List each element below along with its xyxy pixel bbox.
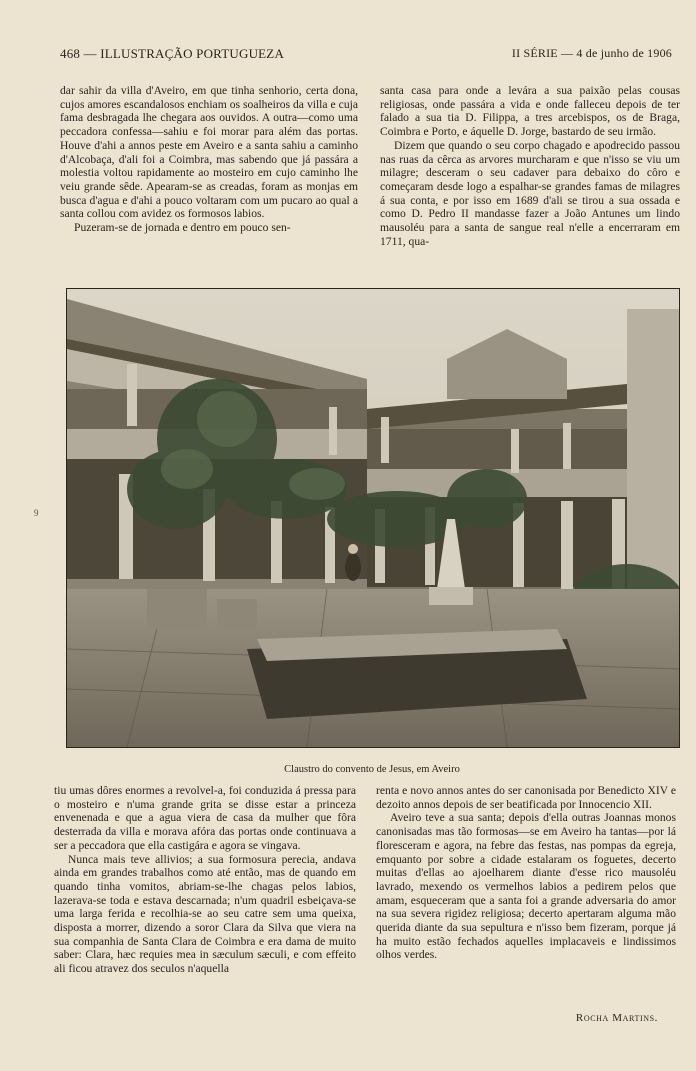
paragraph: tiu umas dôres enormes a revolvel-a, foi conduzida á pressa para o mosteiro e n'uma grande grita se disse estar a princeza envenenada e que a agua viera de casa da mulher que fôra desterrada da villa e morava afóra das portas onde continuava a ser a peccadora que ella castigára e agora se vingava. xyxy=(54,784,356,852)
article-column-bottom-right xyxy=(376,784,676,962)
paragraph: Nunca mais teve allivios; a sua formosura perecia, andava ainda em grandes trabalhos como até então, mas de quando em quando tinha vomitos, abriam-se-lhe chagas pelos labios, lazerava-se toda e estava descarnada; n'um quadril esbeiçava-se uma larga ferida e recolhia-se ao seu catre sem uma queixa, disposta a morrer, dizendo a soror Clara da Silva que viera na sua companhia de Santa Clara de Coimbra e era dama de muito saber: Clara, hæc requies mea in sæculum sæculi, e com effeito ali ficou atravez dos seculos n'aquella xyxy=(54,852,356,976)
paragraph: dar sahir da villa d'Aveiro, em que tinha senhorio, certa dona, cujos amores escandalosos enchiam os soalheiros da villa e cuja fama desbragada lhe chegara aos ouvidos. A outra—como uma peccadora confessa—sahiu e foi morar para além das portas. Houve d'ahi a annos peste em Aveiro e a santa sahiu a caminho d'Alcobaça, d'ali foi a Coimbra, mas sabendo que já passára a molestia voltou rapidamente ao mosteiro em cujo caminho lhe veiu grande sêde. Apearam-se as creadas, foram as monjas em busca d'agua e d'ahi a pouco voltaram com um pucaro ao qual a santa collou com avidez os formosos labios. xyxy=(60,84,358,221)
paragraph: Dizem que quando o seu corpo chagado e apodrecido passou nas ruas da cêrca as arvores murcharam e que n'isso se viu um milagre; desceram o seu cadaver para debaixo do côro e começaram desde logo a espalhar-se grandes famas de milagres á sua conta, e por isso em 1689 d'ali se tirou a sua ossada e como D. Pedro II mandasse fazer a João Antunes um lindo mausoléu para a santa de sangue real n'elle a encerraram em 1711, qua- xyxy=(380,138,680,248)
page-header xyxy=(60,46,672,66)
paragraph: Puzeram-se de jornada e dentro em pouco sen- xyxy=(74,221,291,235)
header-page-title: 468 — ILLUSTRAÇÃO PORTUGUEZA xyxy=(60,46,285,61)
cloister-illustration xyxy=(67,289,679,747)
article-column-bottom-left xyxy=(54,784,356,976)
article-column-top-left xyxy=(60,84,358,235)
article-column-top-right xyxy=(380,84,680,248)
paragraph: renta e novo annos antes do ser canonisada por Benedicto XIV e dezoito annos depois de ser beatificada por Innocencio XII. xyxy=(376,784,676,811)
photo-caption: Claustro do convento de Jesus, em Aveiro xyxy=(284,764,460,775)
author-signature: Rocha Martins. xyxy=(575,1012,658,1024)
series-date: II SÉRIE — 4 de junho de 1906 xyxy=(511,46,672,60)
page-number: 468 xyxy=(60,46,81,61)
paragraph: Aveiro teve a sua santa; depois d'ella outras Joannas monos canonisadas mas tão formosas—se em Aveiro ha tantas—por lá floresceram e agora, na febre das festas, nas pompas da egreja, emquanto por sobre a cidade estalaram os foguetes, decerto muitas d'ellas ao ajoelharem diante d'esse rico mausoléu lavrado, mexendo os vermelhos labios a pedirem pelos que amam, esqueceram que a santa foi a grande adversaria do amor na sua severa rigidez religiosa; decerto apertaram alguma mão querida diante da sua sepultura e n'isso bem fizeram, porque já ha muito estão fechados aquelles implacaveis e lindissimos olhos verdes. xyxy=(376,811,676,962)
paragraph: santa casa para onde a levára a sua paixão pelas cousas religiosas, onde passára a vida e onde falleceu depois de ter falado a sua tia D. Filippa, a tres arcebispos, os de Braga, Coimbra e Porto, e áquelle D. Jorge, bastardo de seu irmão. xyxy=(380,84,680,139)
cloister-photograph xyxy=(66,288,680,748)
publication-name: ILLUSTRAÇÃO PORTUGUEZA xyxy=(100,46,285,61)
margin-mark: 9 xyxy=(34,508,39,518)
